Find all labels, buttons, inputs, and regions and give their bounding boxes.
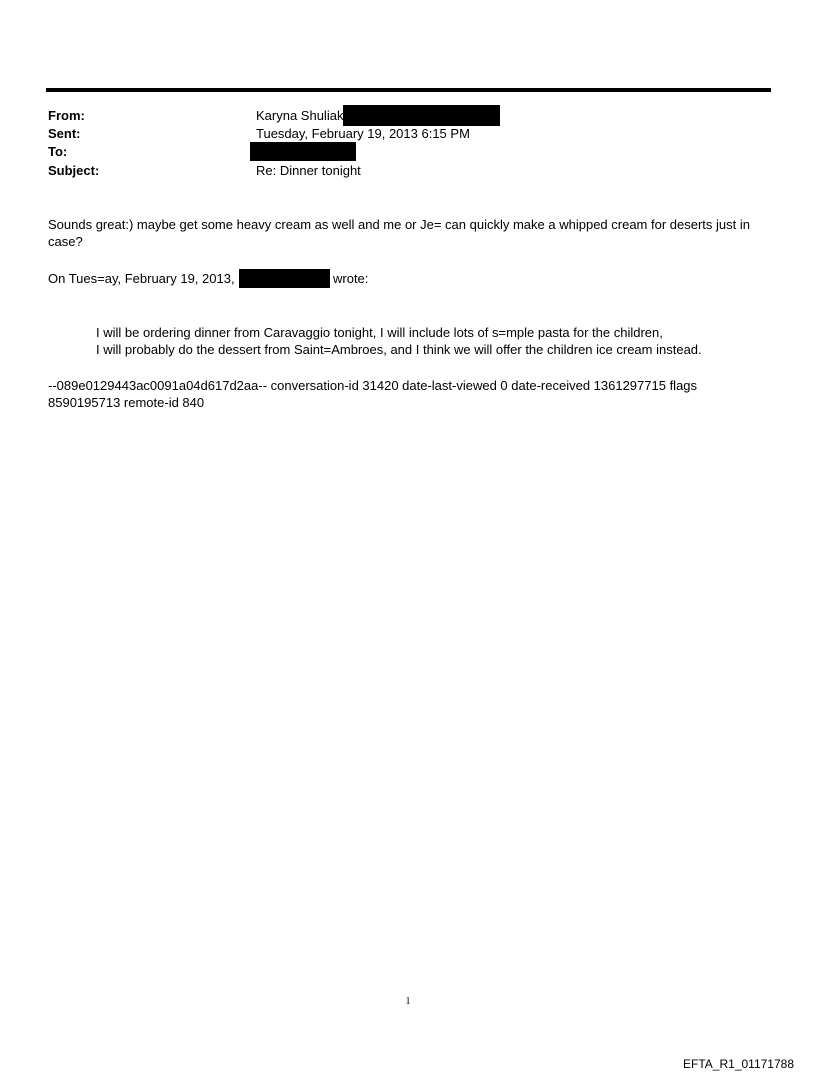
- from-label: From:: [48, 108, 85, 123]
- quoted-intro-suffix: wrote:: [333, 271, 369, 286]
- page-number: 1: [405, 996, 411, 1007]
- quoted-line: I will be ordering dinner from Caravaggio tonight, I will include lots of s=mple pasta for the children,: [96, 325, 663, 340]
- to-label: To:: [48, 144, 68, 159]
- header-divider: [46, 88, 771, 92]
- sent-label: Sent:: [48, 126, 81, 141]
- message-metadata: --089e0129443ac0091a04d617d2aa-- conversation-id 31420 date-last-viewed 0 date-received 1361297715 flags 8590195713 remote-id 840: [48, 378, 698, 410]
- document-id: EFTA_R1_01171788: [683, 1057, 794, 1071]
- quoted-intro-prefix: On Tues=ay, February 19, 2013,: [48, 271, 235, 286]
- quoted-message: [96, 324, 786, 358]
- subject-value: Re: Dinner tonight: [256, 163, 361, 178]
- subject-label: Subject:: [48, 163, 100, 178]
- redaction-box-from-email: [343, 105, 500, 126]
- reply-text: Sounds great:) maybe get some heavy cream as well and me or Je= can quickly make a whipped cream for deserts just in case?: [48, 217, 750, 249]
- sent-value: Tuesday, February 19, 2013 6:15 PM: [256, 126, 470, 141]
- from-value: Karyna Shuliak: [256, 108, 344, 123]
- redaction-box-sender: [239, 269, 330, 288]
- redaction-box-to: [250, 142, 356, 161]
- quoted-line: I will probably do the dessert from Saint=Ambroes, and I think we will offer the children ice cream instead.: [96, 342, 702, 357]
